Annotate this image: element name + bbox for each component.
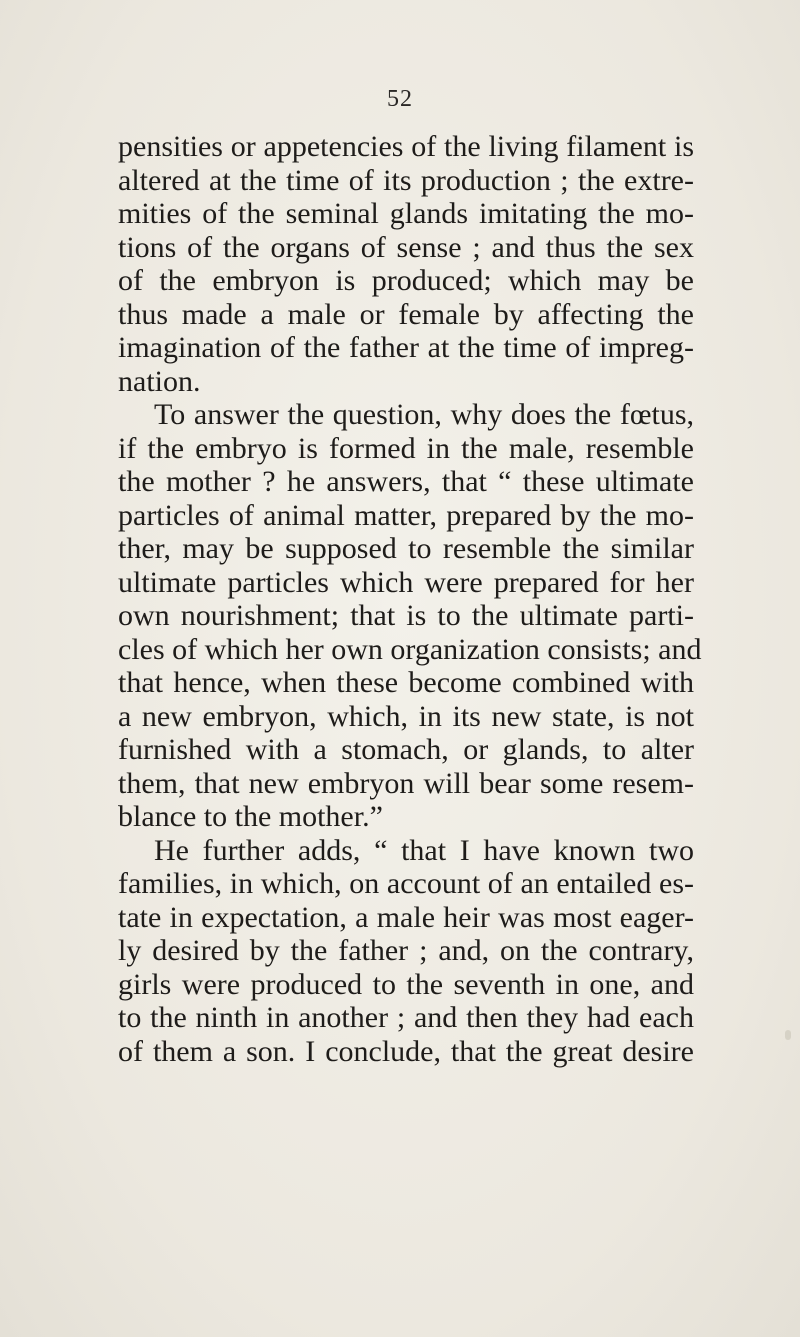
text-line: To answer the question, why does the fœtus, [154,398,694,431]
text-line: the mother ? he answers, that “ these ultimate [118,465,694,498]
text-line: cles of which her own organization consists; and [118,632,702,666]
text-line: tions of the organs of sense ; and thus the sex [118,230,694,264]
text-line: to the ninth in another ; and then they had each [118,1001,694,1034]
text-line: a new embryon, which, in its new state, is not [118,699,694,733]
text-line: own nourishment; that is to the ultimate parti- [118,599,694,632]
body-text [118,130,702,1068]
page-number: 52 [387,86,413,112]
text-line: that hence, when these become combined with [118,666,694,699]
text-line: furnished with a stomach, or glands, to alter [118,733,694,766]
text-line: pensities or appetencies of the living filament is [118,130,694,163]
text-line: altered at the time of its production ; the extre- [118,163,694,197]
text-line: imagination of the father at the time of impreg- [118,331,694,364]
paper-blemish [785,1030,791,1040]
text-line: if the embryo is formed in the male, resemble [118,431,694,465]
text-line: of them a son. I conclude, that the great desire [118,1034,694,1068]
text-line: girls were produced to the seventh in one, and [118,967,694,1001]
text-line: tate in expectation, a male heir was most eager- [118,900,694,934]
text-line: nation. [118,364,201,398]
text-line: ultimate particles which were prepared for her [118,565,694,599]
text-line: mities of the seminal glands imitating the mo- [118,197,694,230]
text-line: of the embryon is produced; which may be [118,264,694,297]
text-line: ly desired by the father ; and, on the contrary, [118,934,694,967]
text-line: thus made a male or female by affecting the [118,297,694,331]
text-line: ther, may be supposed to resemble the similar [118,532,694,565]
text-line: He further adds, “ that I have known two [154,833,694,867]
text-line: blance to the mother.” [118,800,383,833]
text-line: families, in which, on account of an entailed es- [118,867,694,900]
text-line: particles of animal matter, prepared by the mo- [118,498,694,532]
text-line: them, that new embryon will bear some resem- [118,766,694,800]
